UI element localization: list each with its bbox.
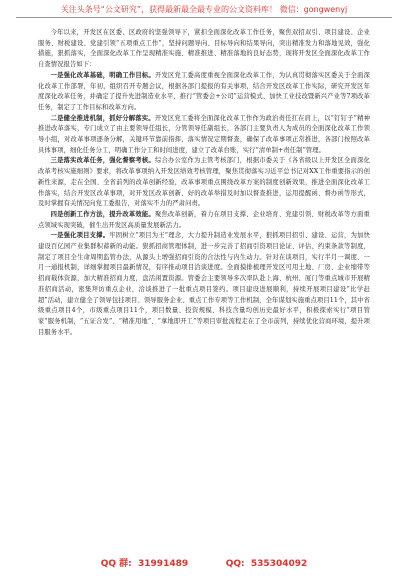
promo-banner: 关注头条号“公文研究”，获得最新最全最专业的公文资料库！ 微信：gongwenyj: [60, 5, 348, 14]
paragraph-heading: 四是创新工作方法，提升改革效能。: [50, 210, 155, 218]
paragraph-text: 综合办公室作为主管考核部门，根据市委关于《各省级以上开发区全面深化改革考核实施细则》要求，将改革事项纳入开发区绩效考核管理，聚焦贯彻落实习近平总书记对XX工作重要指示的创新性来源，走在全国、全省前列的改革创新经验，改革事项重点围绕改革方案的制度创新效果，推进全面深化改革工作落实，结合开发区改革事项，对开发区改革创新、好的改革举措及时加以督查推进，运用提醒函、督办函等形式，及时掌握有关情况向党工委报告，对落实不力的严肃问责。: [38, 157, 370, 208]
paragraph-intro: [38, 28, 370, 71]
paragraph-heading: 一是强化改革基础，明确工作目标。: [50, 71, 155, 79]
paragraph-text: 今年以来，开发区在区委、区政府的坚强领导下，紧扣全面深化改革工作任务，聚焦双招双引、项目建设、企业服务、财税建设、党建引领“五项重点工作”，坚持问题导向、目标导向和结果导向，突出精准发力和落地见效，强化措施，狠抓落实，全面深化改革工作呈现精准实施、精准推进、精准落地的良好态势，现将开发区全面深化改革工作自查情况报告如下：: [38, 29, 370, 69]
header-divider: [16, 17, 392, 18]
paragraph-supervision: [38, 156, 370, 210]
paragraph-heading: 二是健全推进机制，抓好分解落实。: [50, 114, 155, 122]
paragraph-text: 开发区党工委将全面深化改革工作作为政治责任扛在肩上，以“钉钉子”精神推进改革落实，专门成立了由主要领导任组长，分管领导任副组长，各部门主要负责人为成员的全面深化改革工作领导小组，对改革事项逐条分解，关键环节靠前指挥，落实情况定期督查，确保了改革事项正常推进，各部门按照改革具体事项，细化任务分工，明确工作分工和时间进度，建立了改革台账，实行“清单制+责任制”管理。: [38, 114, 370, 154]
qq-personal: QQ: 535304092: [225, 559, 308, 569]
qq-group: QQ 群: 31991489: [100, 559, 189, 569]
paragraph-text: 聚焦改革创新，着力在项目支撑、企业培育、党建引领、财税改革等方面重点领域实现突破，催生出开发区高质量发展新活力。: [38, 210, 370, 229]
paragraph-mechanism: [38, 114, 370, 157]
contact-footer: [0, 556, 408, 569]
paragraph-heading: 一是强化项目支撑。: [50, 232, 110, 240]
paragraph-text: 开发区党工委高度重视全面深化改革工作，为认真贯彻落实区委关于全面深化改革工作部署，年初，组织召开专题会议，根据各部门提报的有关事项，结合开发区改革工作实际，研究开发区年度深化改革任务，并确定了提升先进制造业水平、推行“管委会+公司”运营模式、加快工业技改暨新兴产业等7项改革任务，制定了工作目标和改革方向。: [38, 71, 370, 111]
paragraph-method: [38, 210, 370, 231]
paragraph-text: 牢固树立“项目为王”理念，大力提升制造业发展水平，狠抓项目招引、建设、运营，为加快建设百亿园产业集群积蓄新的动能。狠抓招商管理体制，进一步完善了招商引资项目论证、评估、约束条款等制度，制定了项目全生命周期监管办法，从源头上增强招商引资的合法性与内生动力。针对在谈项目，实行半月一调度、一月一通报机制，详细掌握项目最新情况，有序推动项目洽谈进度。全面摸排梳理开发区可用土地、厂房、企业缩带等招商载体资源，加大精准招商力度，盘活闲置资源。管委会主要领导多次率队赴上海、杭州、厦门等重点城市开展精准招商活动，密集拜访重点企业，洽谈推进了一批重点项目签约。项目建设进展顺利，持续开展项目建设“比学赶超”活动，建立健全了领导包挂项目、领导服务企业、重点工作专项等工作机制，全年谋划实施重点项目11个，其中省级重点项目4个，市级重点项目11个，项目数量、投资规模、科技含量均创历史最好水平，积极探索实行“项目管家”服务机制，“五证合发”、“精准用地”、“拿地即开工”等项目审批流程走在了全市前列，持续优化营商环境，提升项目服务水平。: [38, 232, 370, 336]
paragraph-reform-basis: [38, 71, 370, 114]
paragraph-project-support: [38, 231, 370, 338]
paragraph-heading: 三是落实改革任务，强化督察考核。: [50, 157, 155, 165]
document-body: [38, 28, 370, 338]
